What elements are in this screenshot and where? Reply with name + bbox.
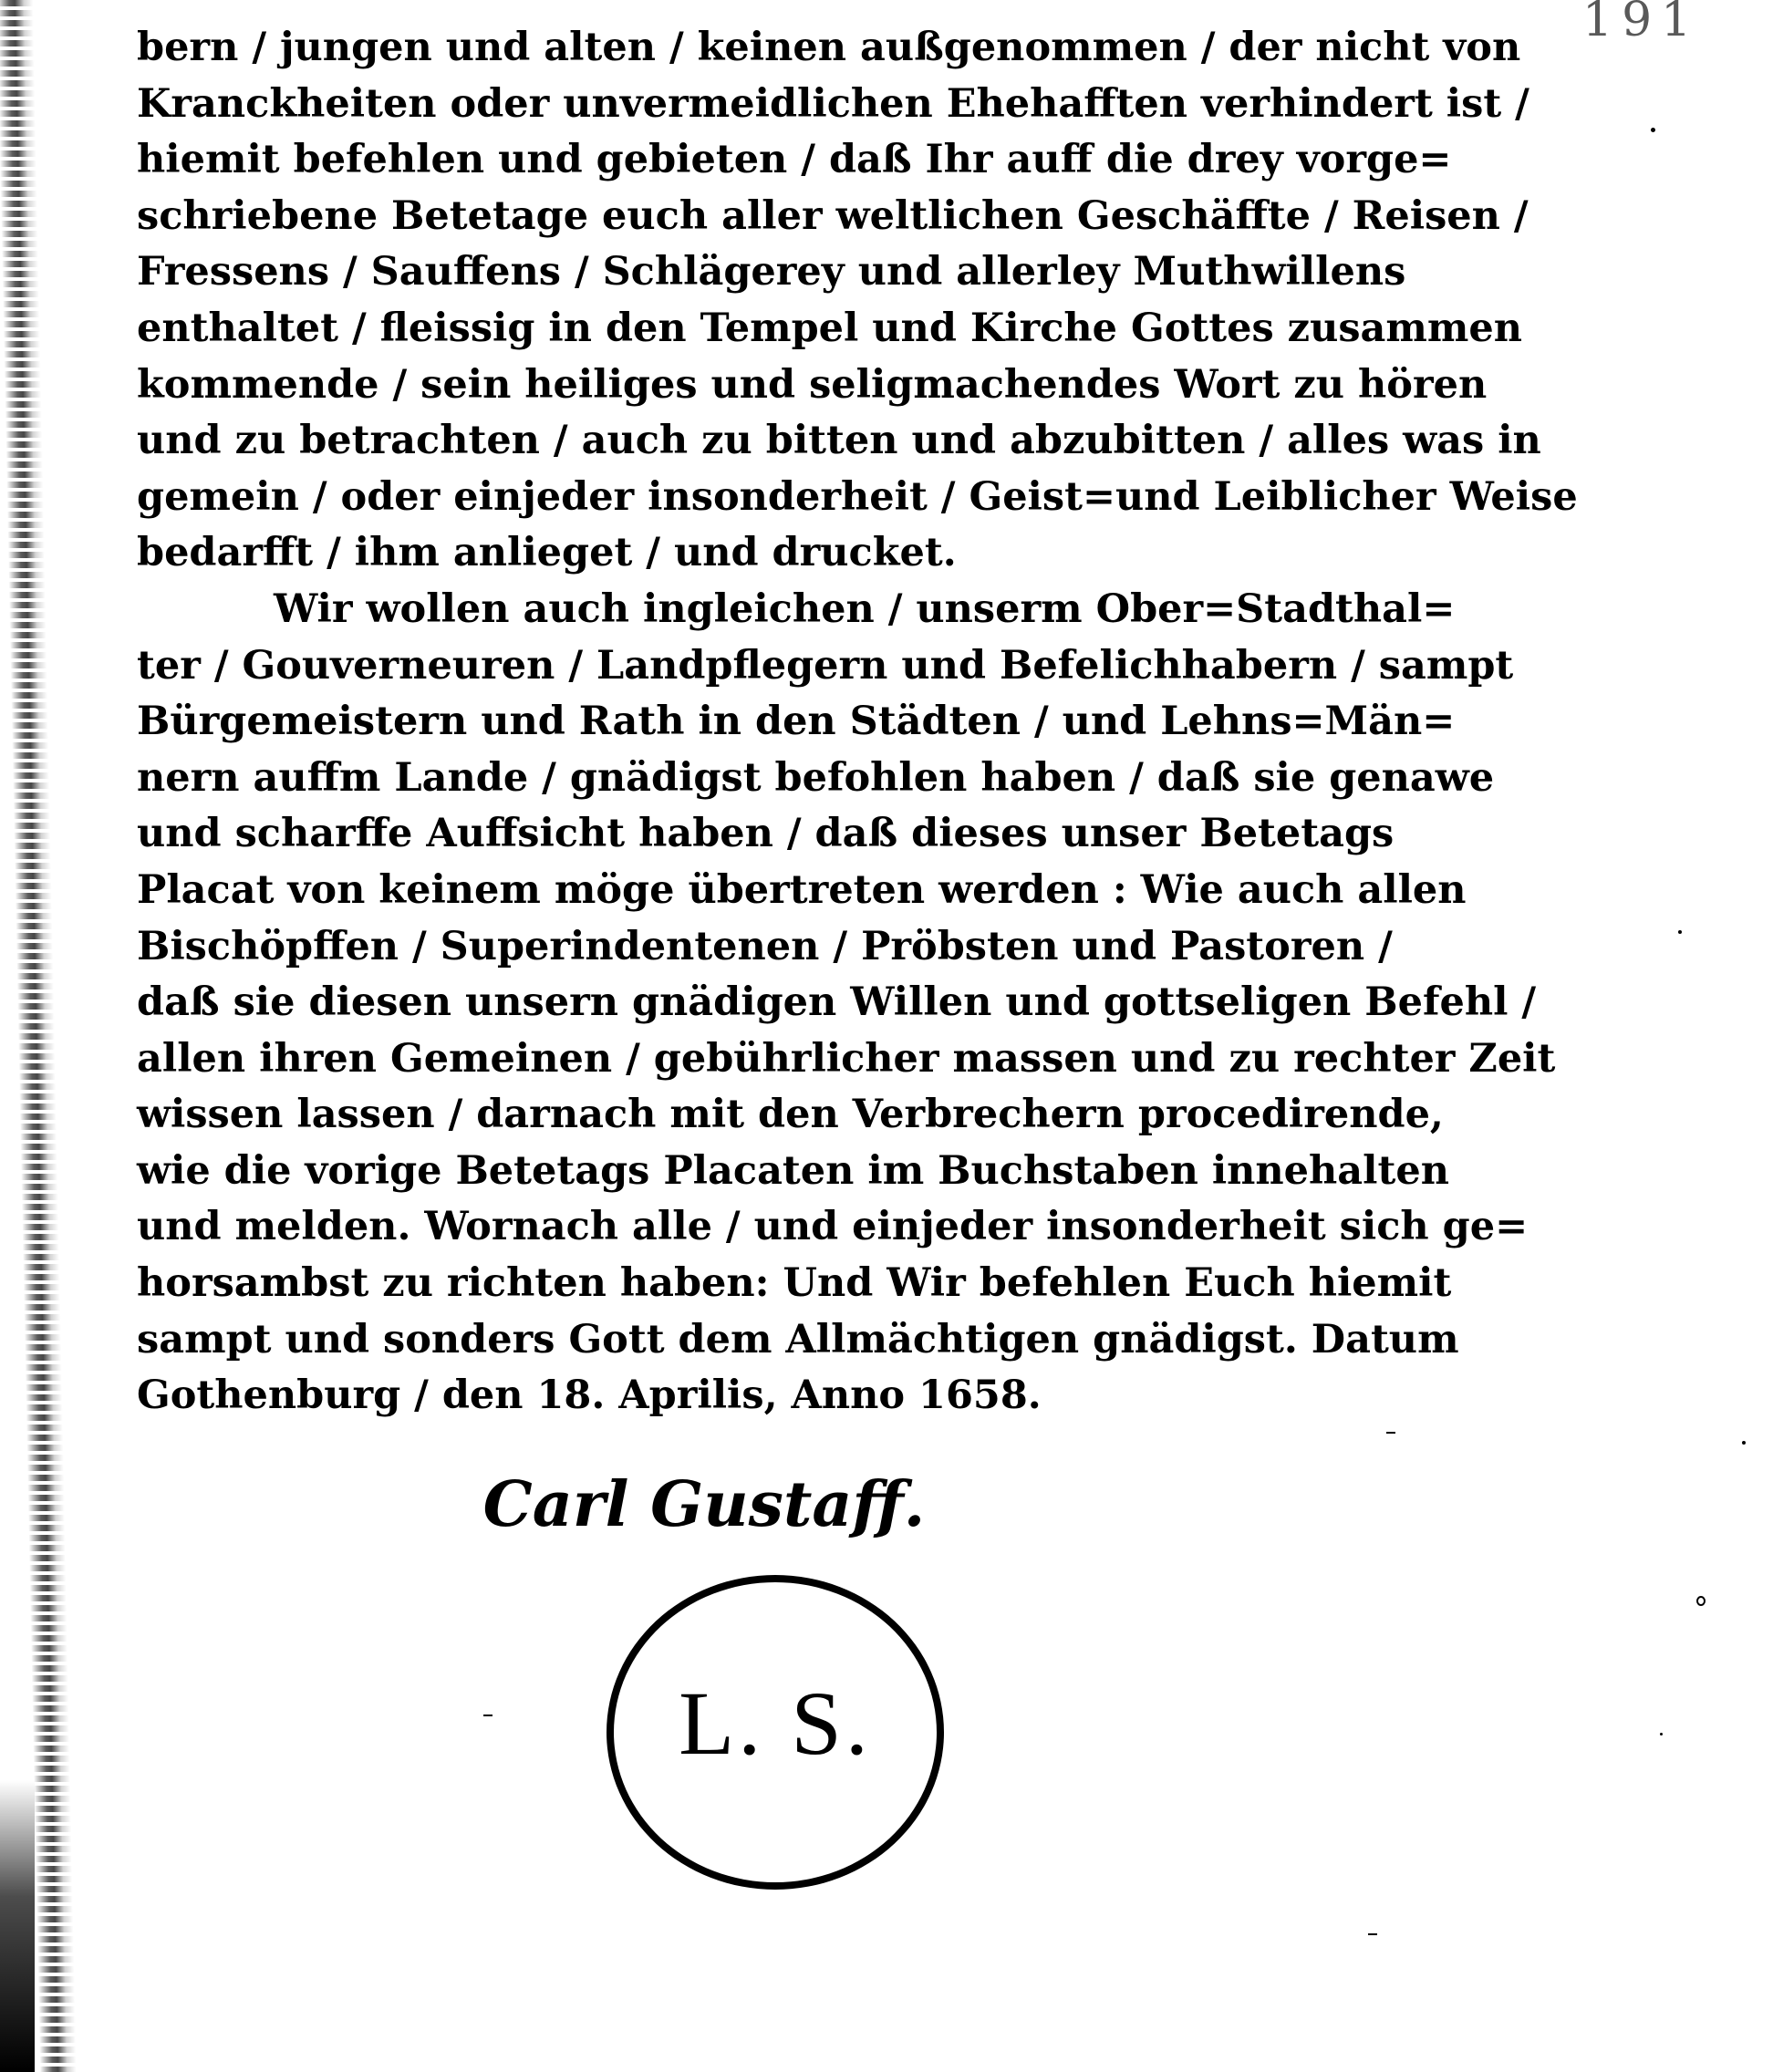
- text-line: wie die vorige Betetags Placaten im Buchstaben innehalten: [137, 1147, 1449, 1194]
- signature: Carl Gustaff.: [482, 1468, 926, 1541]
- text-line: Gothenburg / den 18. Aprilis, Anno 1658.: [137, 1373, 1042, 1419]
- text-line: gemein / oder einjeder insonderheit / Geist=und Leiblicher Weise: [137, 473, 1578, 520]
- text-line: sampt und sonders Gott dem Allmächtigen gnädigst. Datum: [137, 1316, 1459, 1362]
- text-line: Placat von keinem möge übertreten werden : Wie auch allen: [137, 866, 1467, 913]
- text-line: hiemit befehlen und gebieten / daß Ihr auff die drey vorge=: [137, 137, 1452, 183]
- seal-text: L. S.: [679, 1673, 872, 1774]
- scan-speck: [1368, 1933, 1377, 1935]
- text-line: ter / Gouverneuren / Landpflegern und Befelichhabern / sampt: [137, 642, 1514, 689]
- text-line: schriebene Betetage euch aller weltlichen Geschäffte / Reisen /: [137, 192, 1529, 239]
- scan-speck: [1696, 1596, 1706, 1606]
- text-line: Bürgemeistern und Rath in den Städten / und Lehns=Män=: [137, 699, 1456, 745]
- text-line: Kranckheiten oder unvermeidlichen Ehehafften verhindert ist /: [137, 80, 1529, 127]
- text-line: daß sie diesen unsern gnädigen Willen und gottseligen Befehl /: [137, 979, 1537, 1026]
- scan-speck: [1678, 930, 1682, 934]
- text-line: horsambst zu richten haben: Und Wir befehlen Euch hiemit: [137, 1260, 1452, 1307]
- scan-speck: [1660, 1733, 1663, 1735]
- text-line: kommende / sein heiliges und seligmachendes Wort zu hören: [137, 361, 1488, 408]
- scan-speck: [483, 1715, 493, 1716]
- binding-gutter-dark-edge: [0, 1780, 35, 2072]
- page-number: 191: [1582, 0, 1701, 47]
- scan-speck: [1742, 1441, 1746, 1445]
- text-line: bern / jungen und alten / keinen außgenommen / der nicht von: [137, 25, 1521, 70]
- text-line: und zu betrachten / auch zu bitten und abzubitten / alles was in: [137, 418, 1541, 464]
- text-line: Wir wollen auch ingleichen / unserm Ober=Stadthal=: [274, 585, 1456, 632]
- paragraph-1: [137, 20, 1578, 582]
- scan-speck: [1386, 1432, 1395, 1434]
- text-line: und scharffe Auffsicht haben / daß dieses unser Betetags: [137, 811, 1395, 857]
- text-line: enthaltet / fleissig in den Tempel und Kirche Gottes zusammen: [137, 305, 1523, 351]
- text-line: nern auffm Lande / gnädigst befohlen haben / daß sie genawe: [137, 754, 1495, 801]
- scan-speck: [1651, 128, 1655, 132]
- text-line: Bischöpffen / Superindentenen / Pröbsten und Pastoren /: [137, 923, 1393, 969]
- paragraph-2: [137, 582, 1556, 1424]
- text-line: bedarfft / ihm anlieget / und drucket.: [137, 530, 957, 576]
- body-text: [137, 20, 1578, 1424]
- text-line: und melden. Wornach alle / und einjeder insonderheit sich ge=: [137, 1204, 1529, 1250]
- text-line: Fressens / Sauffens / Schlägerey und allerley Muthwillens: [137, 249, 1406, 295]
- binding-gutter-shadow: [0, 0, 77, 2072]
- seal-circle: [607, 1575, 944, 1890]
- text-line: wissen lassen / darnach mit den Verbrechern procedirende,: [137, 1092, 1444, 1138]
- text-line: allen ihren Gemeinen / gebührlicher massen und zu rechter Zeit: [137, 1035, 1556, 1082]
